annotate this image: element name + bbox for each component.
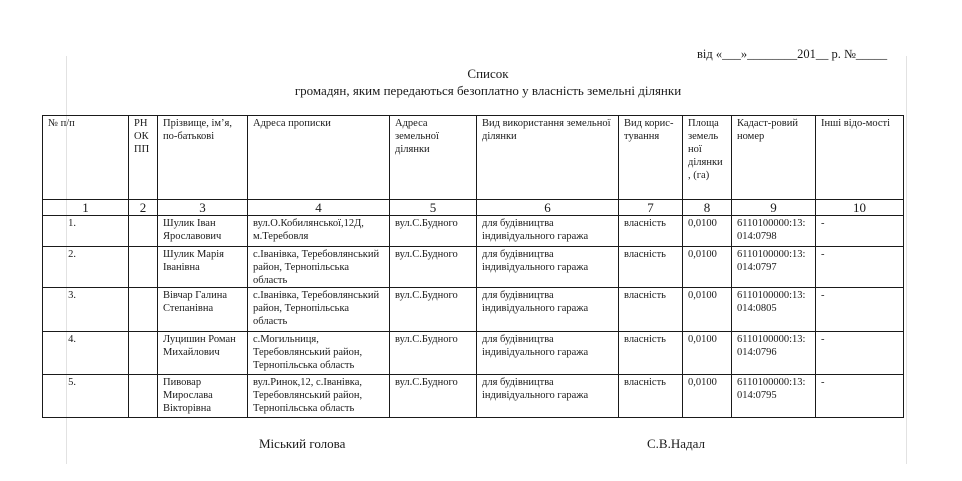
column-number: 6	[477, 200, 619, 216]
cadastral-number-cell: 6110100000:13: 014:0798	[732, 216, 816, 247]
document-title: Список	[467, 66, 509, 81]
cadastral-number-cell: 6110100000:13: 014:0805	[732, 288, 816, 332]
table-row	[43, 332, 904, 375]
land-address-cell: вул.С.Будного	[390, 332, 477, 375]
other-info-cell: -	[816, 216, 904, 247]
table-row	[43, 247, 904, 288]
header-cell-land-use: Вид використання земельної ділянки	[477, 116, 619, 200]
row-number: 5.	[43, 375, 129, 418]
full-name-cell: Шулик Марія Іванівна	[158, 247, 248, 288]
row-number: 4.	[43, 332, 129, 375]
column-number: 1	[43, 200, 129, 216]
land-address-cell: вул.С.Будного	[390, 375, 477, 418]
other-info-cell: -	[816, 332, 904, 375]
land-use-cell: для будівництва індивідуального гаража	[477, 332, 619, 375]
header-cell-usage-type: Вид корис-тування	[619, 116, 683, 200]
row-number: 1.	[43, 216, 129, 247]
row-number: 2.	[43, 247, 129, 288]
registration-address-cell: с.Іванівка, Теребовлянський район, Тернопільська область	[248, 247, 390, 288]
header-cell-full-name: Прізвище, ім’я, по-батькові	[158, 116, 248, 200]
column-number-row	[43, 200, 904, 216]
table-row	[43, 216, 904, 247]
column-number: 2	[129, 200, 158, 216]
column-number: 7	[619, 200, 683, 216]
header-cell-land-address: Адреса земельної ділянки	[390, 116, 477, 200]
signatory-title: Міський голова	[259, 436, 346, 451]
registration-address-cell: с.Іванівка, Теребовлянський район, Тернопільська область	[248, 288, 390, 332]
other-info-cell: -	[816, 247, 904, 288]
header-cell-number: № п/п	[43, 116, 129, 200]
land-use-cell: для будівництва індивідуального гаража	[477, 216, 619, 247]
area-cell: 0,0100	[683, 216, 732, 247]
area-cell: 0,0100	[683, 247, 732, 288]
land-use-cell: для будівництва індивідуального гаража	[477, 375, 619, 418]
table-row	[43, 375, 904, 418]
land-address-cell: вул.С.Будного	[390, 288, 477, 332]
table-row	[43, 288, 904, 332]
land-address-cell: вул.С.Будного	[390, 216, 477, 247]
row-number: 3.	[43, 288, 129, 332]
column-number: 9	[732, 200, 816, 216]
rnokpp-cell	[129, 288, 158, 332]
column-number: 8	[683, 200, 732, 216]
header-cell-cadastral-number: Кадаст-ровий номер	[732, 116, 816, 200]
usage-type-cell: власність	[619, 216, 683, 247]
cadastral-number-cell: 6110100000:13: 014:0797	[732, 247, 816, 288]
other-info-cell: -	[816, 375, 904, 418]
rnokpp-cell	[129, 332, 158, 375]
land-address-cell: вул.С.Будного	[390, 247, 477, 288]
area-cell: 0,0100	[683, 332, 732, 375]
registration-address-cell: вул.Ринок,12, с.Іванівка, Теребовлянський район, Тернопільська область	[248, 375, 390, 418]
full-name-cell: Пивовар Мирослава Вікторівна	[158, 375, 248, 418]
full-name-cell: Вівчар Галина Степанівна	[158, 288, 248, 332]
column-number: 10	[816, 200, 904, 216]
land-use-cell: для будівництва індивідуального гаража	[477, 247, 619, 288]
cadastral-number-cell: 6110100000:13: 014:0796	[732, 332, 816, 375]
usage-type-cell: власність	[619, 332, 683, 375]
document-reference-line: від «___»________201__ р. №_____	[697, 47, 888, 61]
rnokpp-cell	[129, 216, 158, 247]
table-header-row	[43, 116, 904, 200]
full-name-cell: Шулик Іван Ярославович	[158, 216, 248, 247]
other-info-cell: -	[816, 288, 904, 332]
citizens-land-table	[42, 115, 904, 418]
area-cell: 0,0100	[683, 375, 732, 418]
rnokpp-cell	[129, 247, 158, 288]
cadastral-number-cell: 6110100000:13: 014:0795	[732, 375, 816, 418]
page-margin-right	[906, 56, 907, 464]
registration-address-cell: с.Могильниця, Теребовлянський район, Тернопільська область	[248, 332, 390, 375]
usage-type-cell: власність	[619, 375, 683, 418]
usage-type-cell: власність	[619, 288, 683, 332]
header-cell-registration-address: Адреса прописки	[248, 116, 390, 200]
document-subtitle: громадян, яким передаються безоплатно у власність земельні ділянки	[294, 83, 682, 98]
column-number: 5	[390, 200, 477, 216]
area-cell: 0,0100	[683, 288, 732, 332]
column-number: 4	[248, 200, 390, 216]
header-cell-area: Площа земель ної ділянки , (га)	[683, 116, 732, 200]
header-cell-rnokpp: РН ОК ПП	[129, 116, 158, 200]
usage-type-cell: власність	[619, 247, 683, 288]
registration-address-cell: вул.О.Кобилянської,12Д, м.Теребовля	[248, 216, 390, 247]
column-number: 3	[158, 200, 248, 216]
land-use-cell: для будівництва індивідуального гаража	[477, 288, 619, 332]
rnokpp-cell	[129, 375, 158, 418]
full-name-cell: Луцишин Роман Михайлович	[158, 332, 248, 375]
signatory-name: С.В.Надал	[647, 436, 705, 451]
header-cell-other-info: Інші відо-мості	[816, 116, 904, 200]
